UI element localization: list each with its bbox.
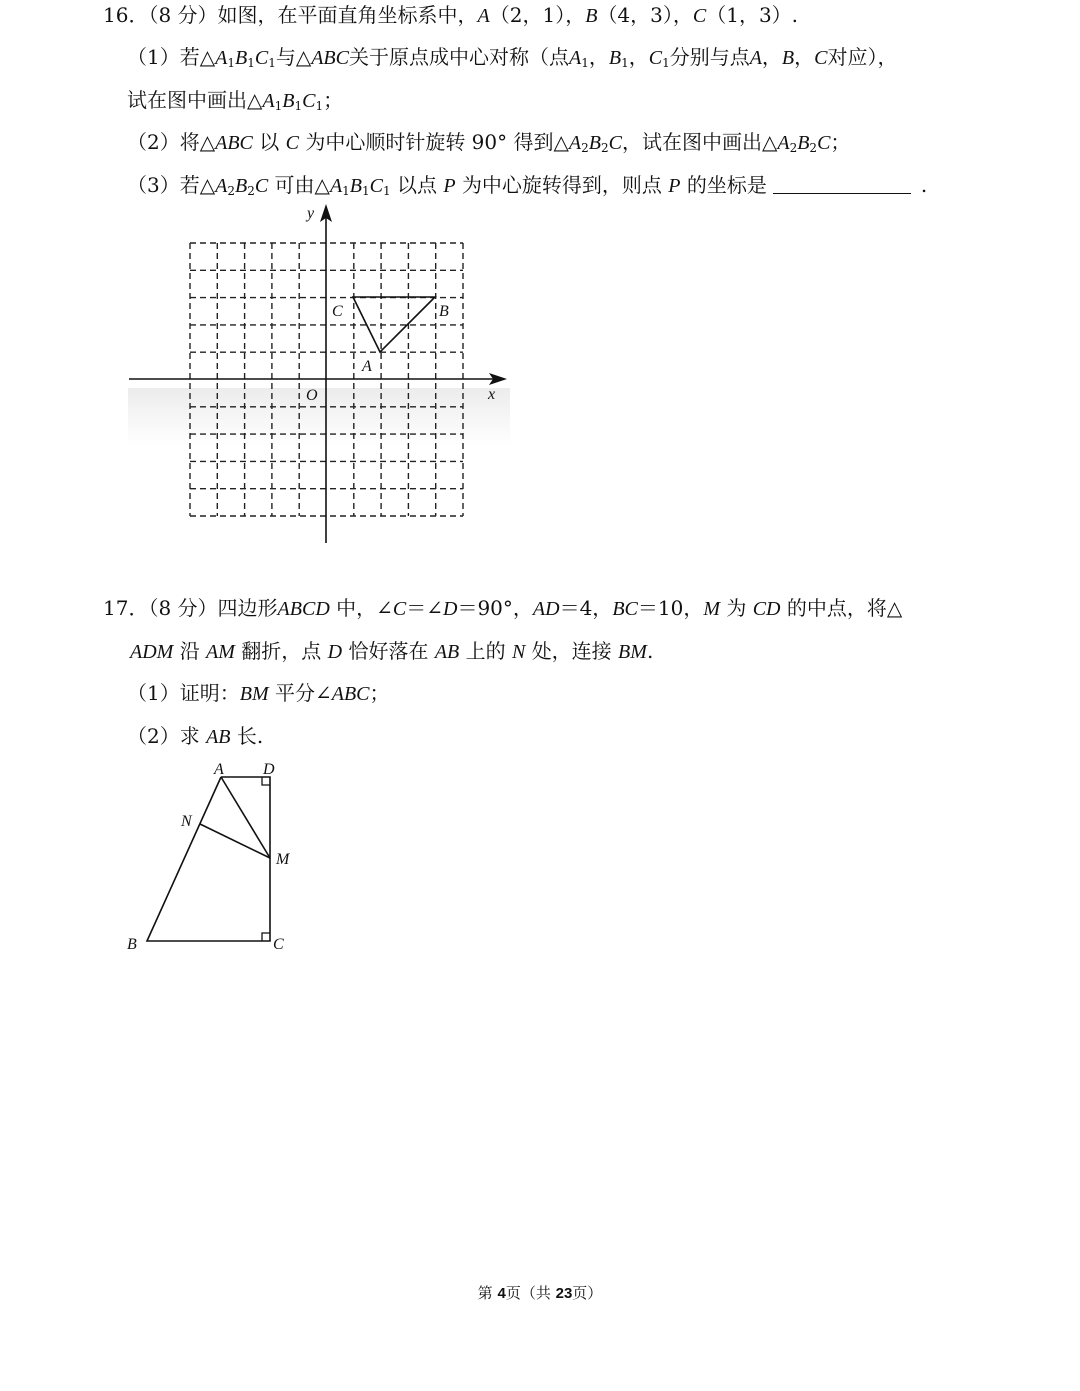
scan-shading xyxy=(128,388,510,446)
y-axis-label: y xyxy=(307,205,315,222)
q17-stem-line2: ADM 沿 AM 翻折，点 D 恰好落在 AB 上的 N 处，连接 BM. xyxy=(130,639,654,663)
q16-part1-line2: 试在图中画出$\triangle A_1B_1C_1$； xyxy=(127,88,344,113)
point-c-label: C xyxy=(332,303,343,320)
vertex-c-label: C xyxy=(273,936,284,953)
quadrilateral-figure xyxy=(0,750,400,965)
vertex-a-label: A xyxy=(214,761,224,778)
q16-part3: （3）若$\triangle A_2B_2C$ 可由$\triangle A_1B_1C_1$ 以点 P 为中心旋转得到，则点 P 的坐标是 . xyxy=(127,173,928,198)
q17-stem-line1: 17．（8 分）四边形ABCD 中，∠C＝∠D＝90°，AD＝4，BC＝10，M 为 CD 的中点，将△ xyxy=(103,596,903,620)
page-footer: 第 4页（共 23页） xyxy=(477,1284,603,1302)
coordinate-grid-figure xyxy=(0,0,1080,560)
vertex-b-label: B xyxy=(127,936,137,953)
point-m-label: M xyxy=(276,851,290,868)
q16-stem: 16．（8 分）如图，在平面直角坐标系中，A（2，1），B（4，3），C（1，3）. xyxy=(103,3,799,27)
q16-part1-line1: （1）若$\triangle A_1B_1C_1$与△ABC关于原点成中心对称（点$A_1$，$B_1$，$C_1$分别与点A，B，C对应）， xyxy=(127,45,898,70)
y-axis xyxy=(320,204,332,543)
q17-part1: （1）证明：BM 平分∠ABC； xyxy=(127,681,390,705)
right-angle-d xyxy=(262,777,270,785)
x-axis xyxy=(129,373,507,385)
q17-part2: （2）求 AB 长. xyxy=(127,724,264,748)
point-n-label: N xyxy=(181,813,192,830)
quadrilateral-abcd xyxy=(147,777,270,941)
origin-label: O xyxy=(306,387,318,404)
vertex-d-label: D xyxy=(263,761,275,778)
right-angle-c xyxy=(262,933,270,941)
q16-part2: （2）将△ABC 以 C 为中心顺时针旋转 90° 得到$\triangle A_2B_2C$，试在图中画出$\triangle A_2B_2C$； xyxy=(127,130,851,155)
point-a-label: A xyxy=(362,358,372,375)
x-axis-label: x xyxy=(488,386,496,403)
point-b-label: B xyxy=(439,303,449,320)
